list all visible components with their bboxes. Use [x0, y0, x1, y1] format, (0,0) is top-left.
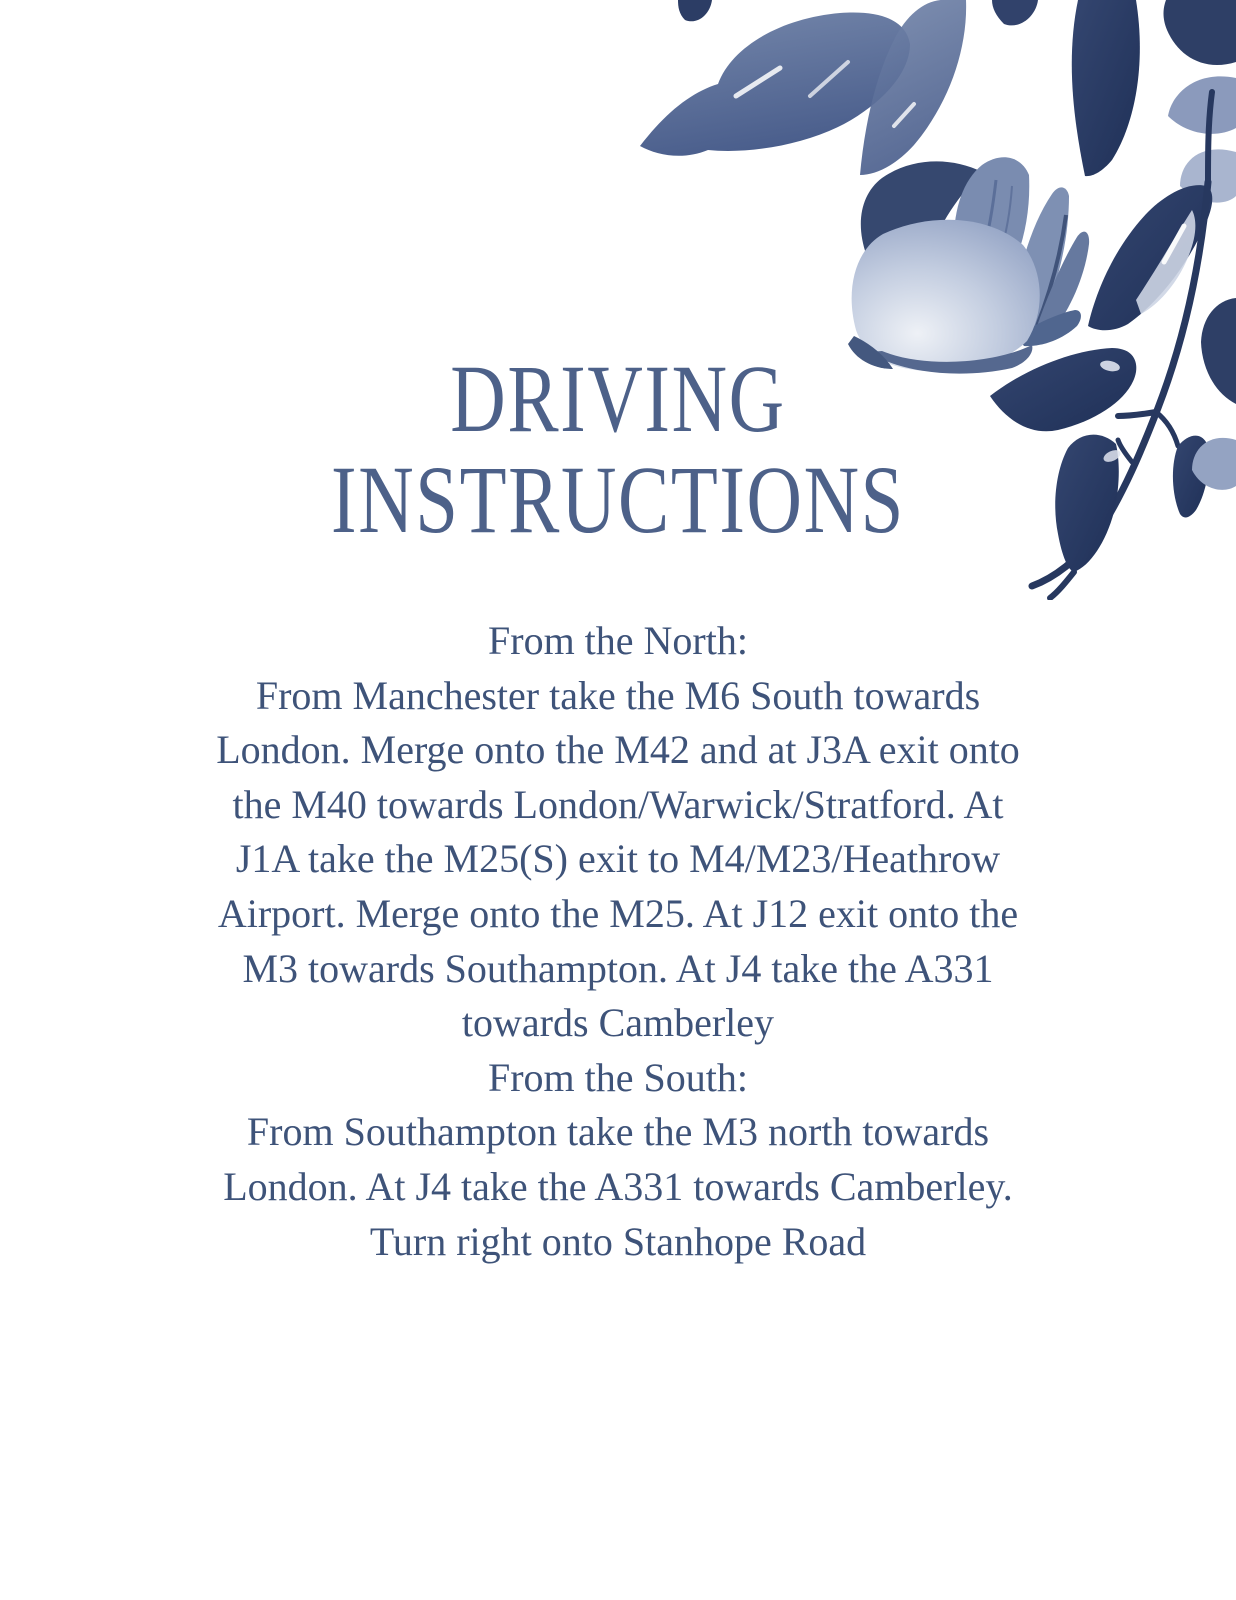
directions-text: [0, 614, 1236, 1269]
directions-line: towards Camberley: [461, 1000, 775, 1046]
directions-line: M3 towards Southampton. At J4 take the A331: [242, 945, 994, 991]
page-title: [124, 345, 1113, 553]
directions-line: From Manchester take the M6 South towards: [255, 672, 981, 718]
leaf-diagonal-right: [1088, 185, 1212, 330]
stem-to-left-leaf: [1118, 412, 1156, 416]
directions-line: Turn right onto Stanhope Road: [369, 1218, 867, 1264]
leaf-blob-top-left: [678, 0, 712, 21]
leaf-body: [1088, 185, 1212, 330]
stem-to-hanging-leaf: [1118, 440, 1132, 462]
directions-line: Airport. Merge onto the M25. At J12 exit onto the: [217, 890, 1019, 936]
directions-line: From Southampton take the M3 north towards: [246, 1109, 990, 1155]
directions-line: London. At J4 take the A331 towards Camberley.: [223, 1163, 1013, 1209]
leaf-dark-corner: [1164, 0, 1236, 65]
leaf-dark-vertical: [1072, 0, 1140, 176]
leaf-right-edge-dark: [1201, 298, 1236, 404]
directions-line: London. Merge onto the M42 and at J3A exit onto: [216, 727, 1020, 773]
leaf-blob-top-mid: [992, 0, 1038, 25]
title-line-1: DRIVING: [450, 345, 786, 452]
leaf-right-edge: [1168, 76, 1236, 134]
directions-line: From the South:: [487, 1054, 749, 1100]
title-line-2: INSTRUCTIONS: [331, 446, 905, 553]
directions-line: the M40 towards London/Warwick/Stratford. At: [232, 781, 1004, 827]
directions-line: J1A take the M25(S) exit to M4/M23/Heathrow: [235, 836, 1001, 882]
flower-bloom: [848, 157, 1089, 373]
stem-to-leaflet: [1156, 412, 1178, 446]
directions-line: From the North:: [488, 618, 748, 663]
